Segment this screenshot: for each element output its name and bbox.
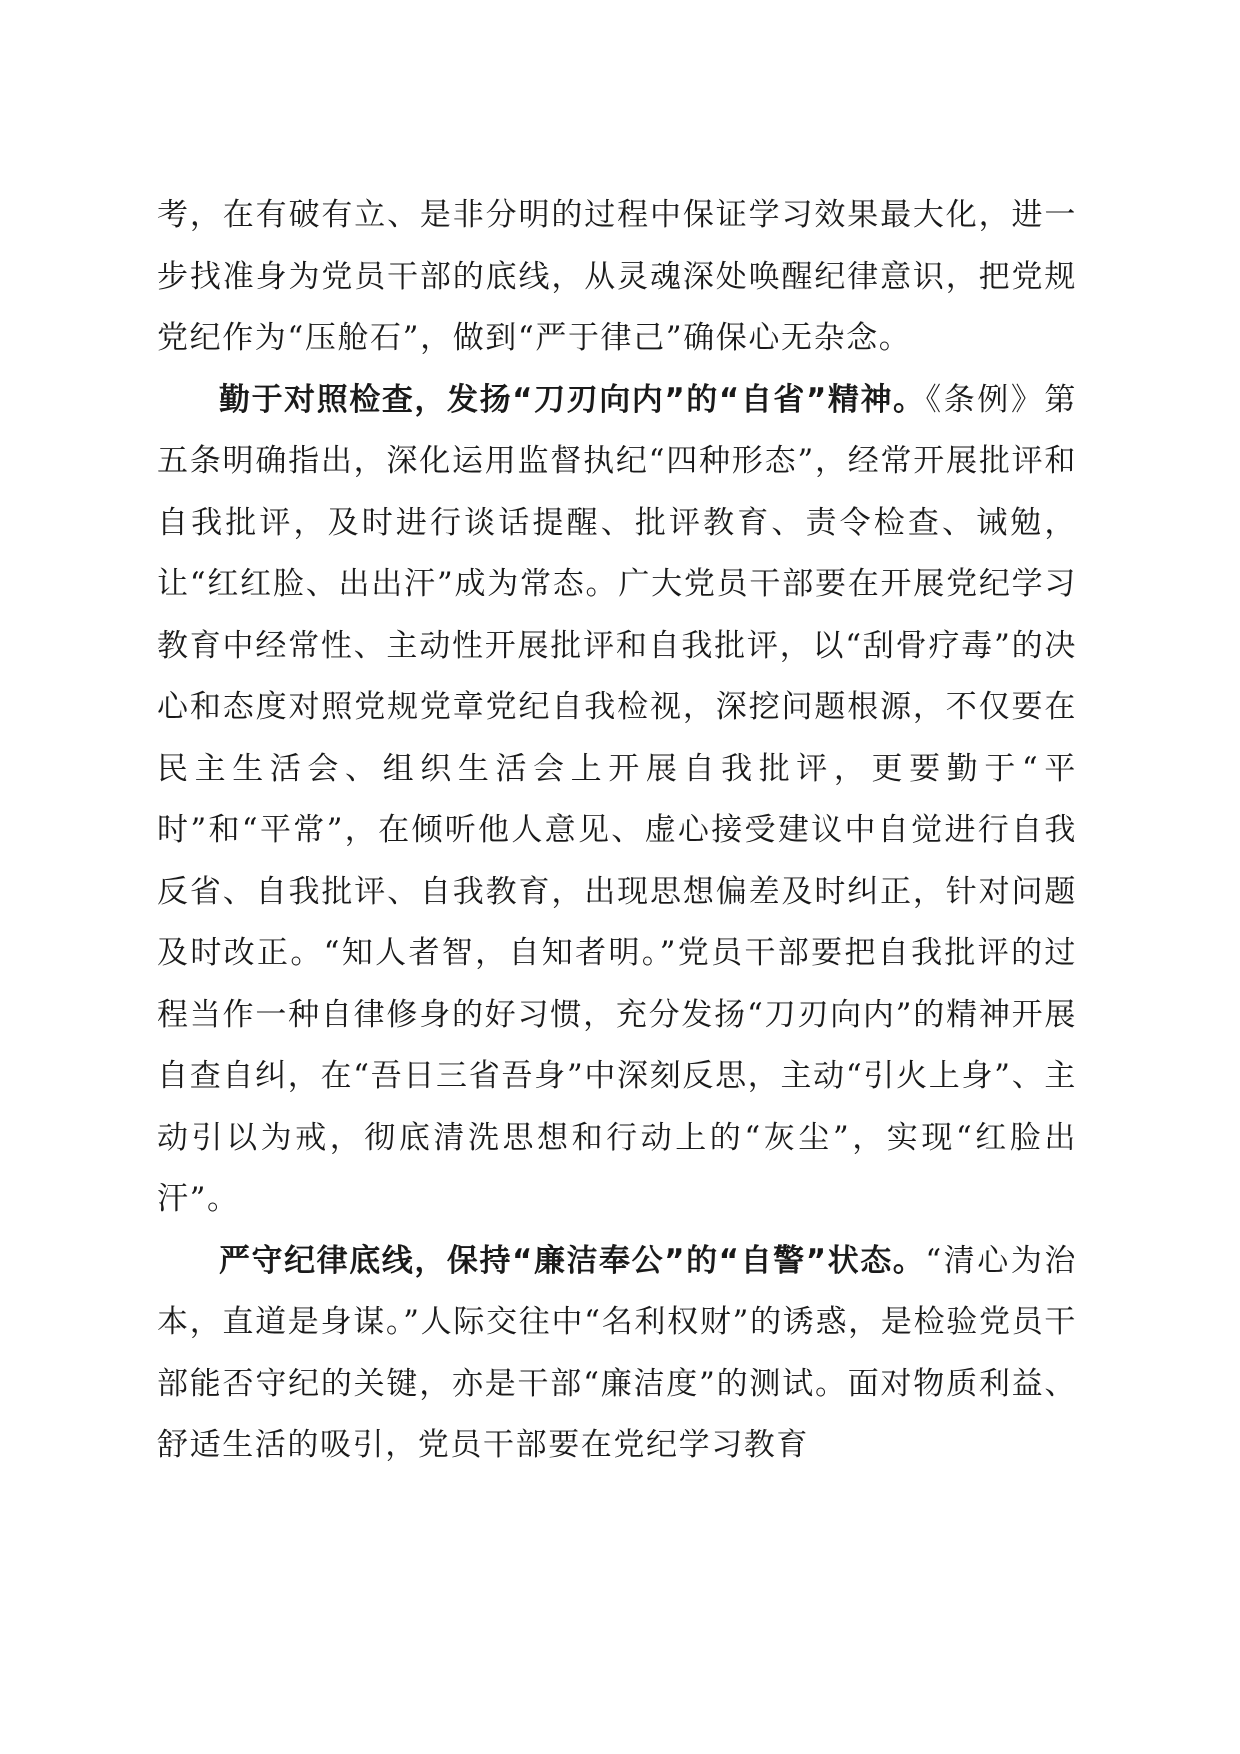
- document-body: [157, 185, 1077, 1477]
- paragraph-text: “清心为治本，直道是身谋。”人际交往中“名利权财”的诱惑，是检验党员干部能否守纪的关键，亦是干部“廉洁度”的测试。面对物质利益、舒适生活的吸引，党员干部要在党纪学习教育: [157, 1242, 1077, 1463]
- paragraph-discipline-baseline: [157, 1231, 1077, 1477]
- paragraph-text: 《条例》第五条明确指出，深化运用监督执纪“四种形态”，经常开展批评和自我批评，及时进行谈话提醒、批评教育、责令检查、诫勉，让“红红脸、出出汗”成为常态。广大党员干部要在开展党纪学习教育中经常性、主动性开展批评和自我批评，以“刮骨疗毒”的决心和态度对照党规党章党纪自我检视，深挖问题根源，不仅要在民主生活会、组织生活会上开展自我批评，更要勤于“平时”和“平常”，在倾听他人意见、虚心接受建议中自觉进行自我反省、自我批评、自我教育，出现思想偏差及时纠正，针对问题及时改正。“知人者智，自知者明。”党员干部要把自我批评的过程当作一种自律修身的好习惯，充分发扬“刀刃向内”的精神开展自查自纠，在“吾日三省吾身”中深刻反思，主动“引火上身”、主动引以为戒，彻底清洗思想和行动上的“灰尘”，实现“红脸出汗”。: [157, 381, 1078, 1217]
- paragraph-continuation: [157, 185, 1077, 370]
- paragraph-heading: 严守纪律底线，保持“廉洁奉公”的“自警”状态。: [219, 1242, 926, 1279]
- paragraph-self-reflection: [157, 370, 1077, 1231]
- paragraph-text: 考，在有破有立、是非分明的过程中保证学习效果最大化，进一步找准身为党员干部的底线，从灵魂深处唤醒纪律意识，把党规党纪作为“压舱石”，做到“严于律己”确保心无杂念。: [157, 197, 1077, 356]
- paragraph-heading: 勤于对照检查，发扬“刀刃向内”的“自省”精神。: [219, 381, 926, 418]
